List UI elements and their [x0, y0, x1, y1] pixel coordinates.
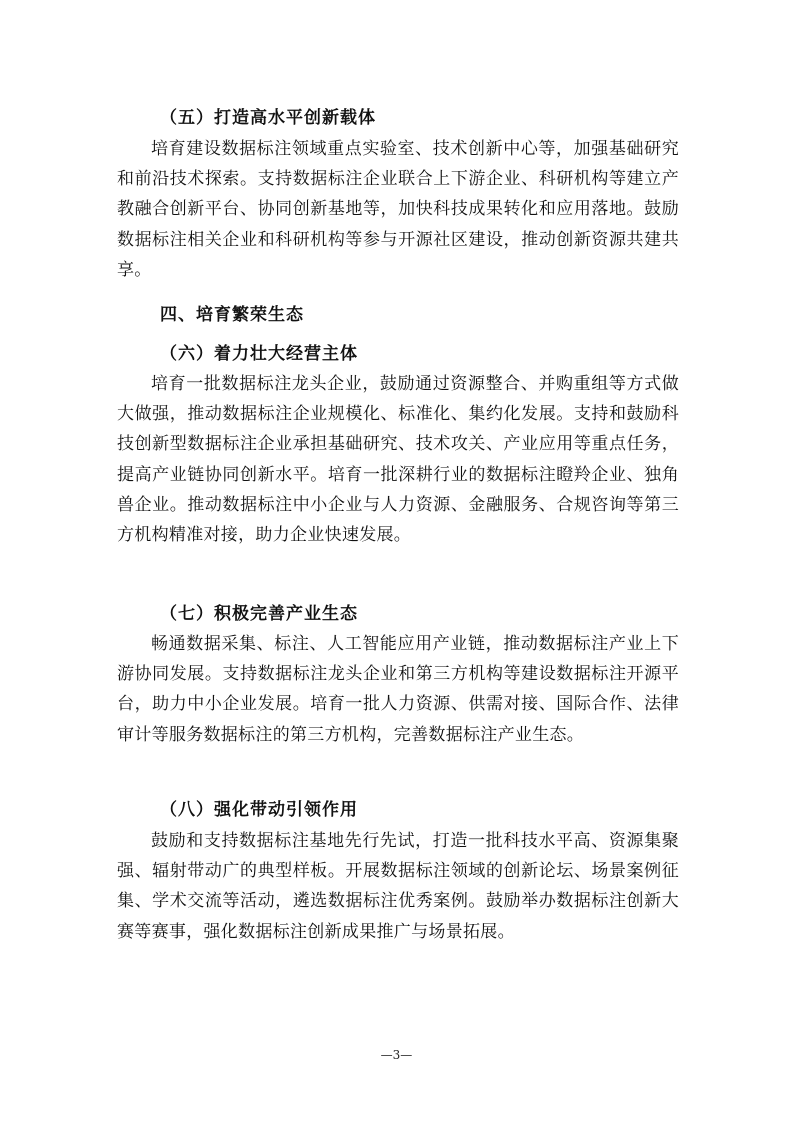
chapter-heading-4: 四、培育繁荣生态 [160, 305, 304, 325]
section-heading-8: （八）强化带动引领作用 [160, 800, 358, 820]
section-heading-5: （五）打造高水平创新载体 [160, 108, 376, 128]
page-number: —3— [380, 1048, 413, 1062]
section-heading-7: （七）积极完善产业生态 [160, 604, 358, 624]
section-paragraph-8: 鼓励和支持数据标注基地先行先试，打造一批科技水平高、资源集聚强、辐射带动广的典型样板。开展数据标注领域的创新论坛、场景案例征集、学术交流等活动，遴选数据标注优秀案例。鼓励举办数据标注创新大赛等赛事，强化数据标注创新成果推广与场景拓展。 [117, 831, 679, 942]
section-heading-6: （六）着力壮大经营主体 [160, 344, 358, 364]
section-paragraph-6: 培育一批数据标注龙头企业，鼓励通过资源整合、并购重组等方式做大做强，推动数据标注企业规模化、标准化、集约化发展。支持和鼓励科技创新型数据标注企业承担基础研究、技术攻关、产业应用等重点任务，提高产业链协同创新水平。培育一批深耕行业的数据标注瞪羚企业、独角兽企业。推动数据标注中小企业与人力资源、金融服务、合规咨询等第三方机构精准对接，助力企业快速发展。 [117, 374, 679, 546]
section-paragraph-7: 畅通数据采集、标注、人工智能应用产业链，推动数据标注产业上下游协同发展。支持数据标注龙头企业和第三方机构等建设数据标注开源平台，助力中小企业发展。培育一批人力资源、供需对接、国际合作、法律审计等服务数据标注的第三方机构，完善数据标注产业生态。 [117, 634, 679, 745]
section-paragraph-5: 培育建设数据标注领域重点实验室、技术创新中心等，加强基础研究和前沿技术探索。支持数据标注企业联合上下游企业、科研机构等建立产教融合创新平台、协同创新基地等，加快科技成果转化和应用落地。鼓励数据标注相关企业和科研机构等参与开源社区建设，推动创新资源共建共享。 [117, 139, 679, 280]
